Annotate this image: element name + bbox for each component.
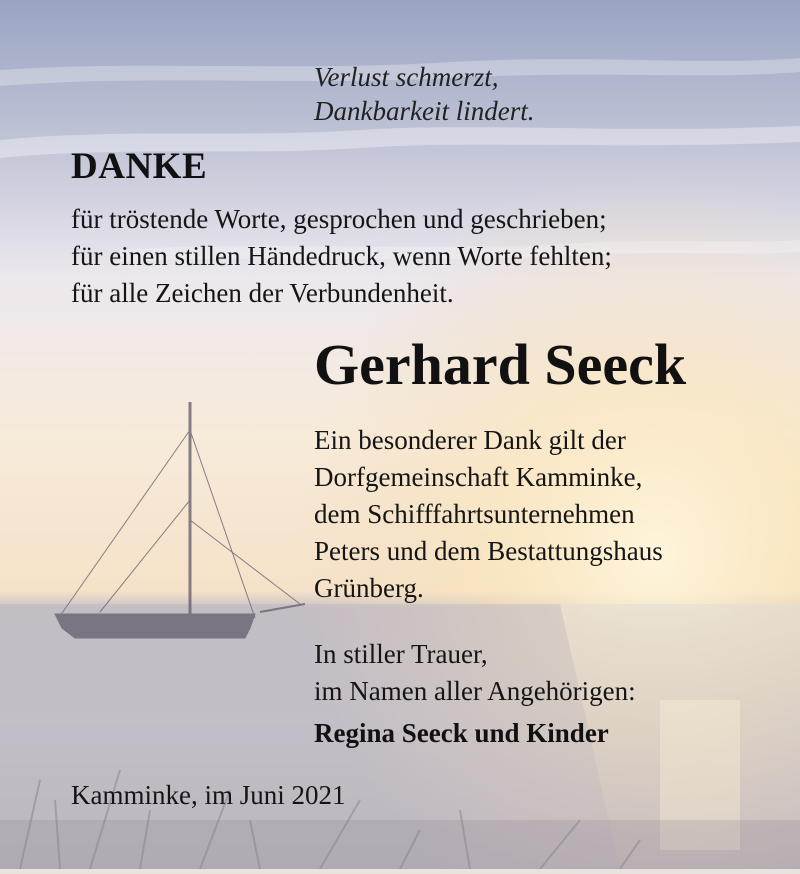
motto-quote: [314, 60, 534, 128]
danke-heading: DANKE: [71, 146, 208, 187]
special-thanks-line: Dorfgemeinschaft Kamminke,: [314, 462, 643, 492]
motto-line: Dankbarkeit lindert.: [314, 96, 535, 126]
mourning-line: im Namen aller Angehörigen:: [314, 676, 636, 706]
intro-text: [71, 201, 612, 312]
mourning-line: In stiller Trauer,: [314, 639, 488, 669]
intro-line: für alle Zeichen der Verbundenheit.: [71, 278, 454, 308]
motto-line: Verlust schmerzt,: [314, 62, 499, 92]
intro-line: für einen stillen Händedruck, wenn Worte fehlten;: [71, 241, 612, 271]
special-thanks-text: [314, 422, 663, 607]
special-thanks-line: dem Schifffahrtsunternehmen: [314, 499, 635, 529]
deceased-name: Gerhard Seeck: [314, 332, 687, 397]
special-thanks-line: Peters und dem Bestattungshaus: [314, 536, 663, 566]
special-thanks-line: Grünberg.: [314, 573, 424, 603]
family-signature: Regina Seeck und Kinder: [314, 718, 609, 748]
intro-line: für tröstende Worte, gesprochen und geschrieben;: [71, 204, 607, 234]
place-and-date: Kamminke, im Juni 2021: [71, 780, 346, 810]
special-thanks-line: Ein besonderer Dank gilt der: [314, 425, 626, 455]
mourning-text: [314, 636, 636, 710]
